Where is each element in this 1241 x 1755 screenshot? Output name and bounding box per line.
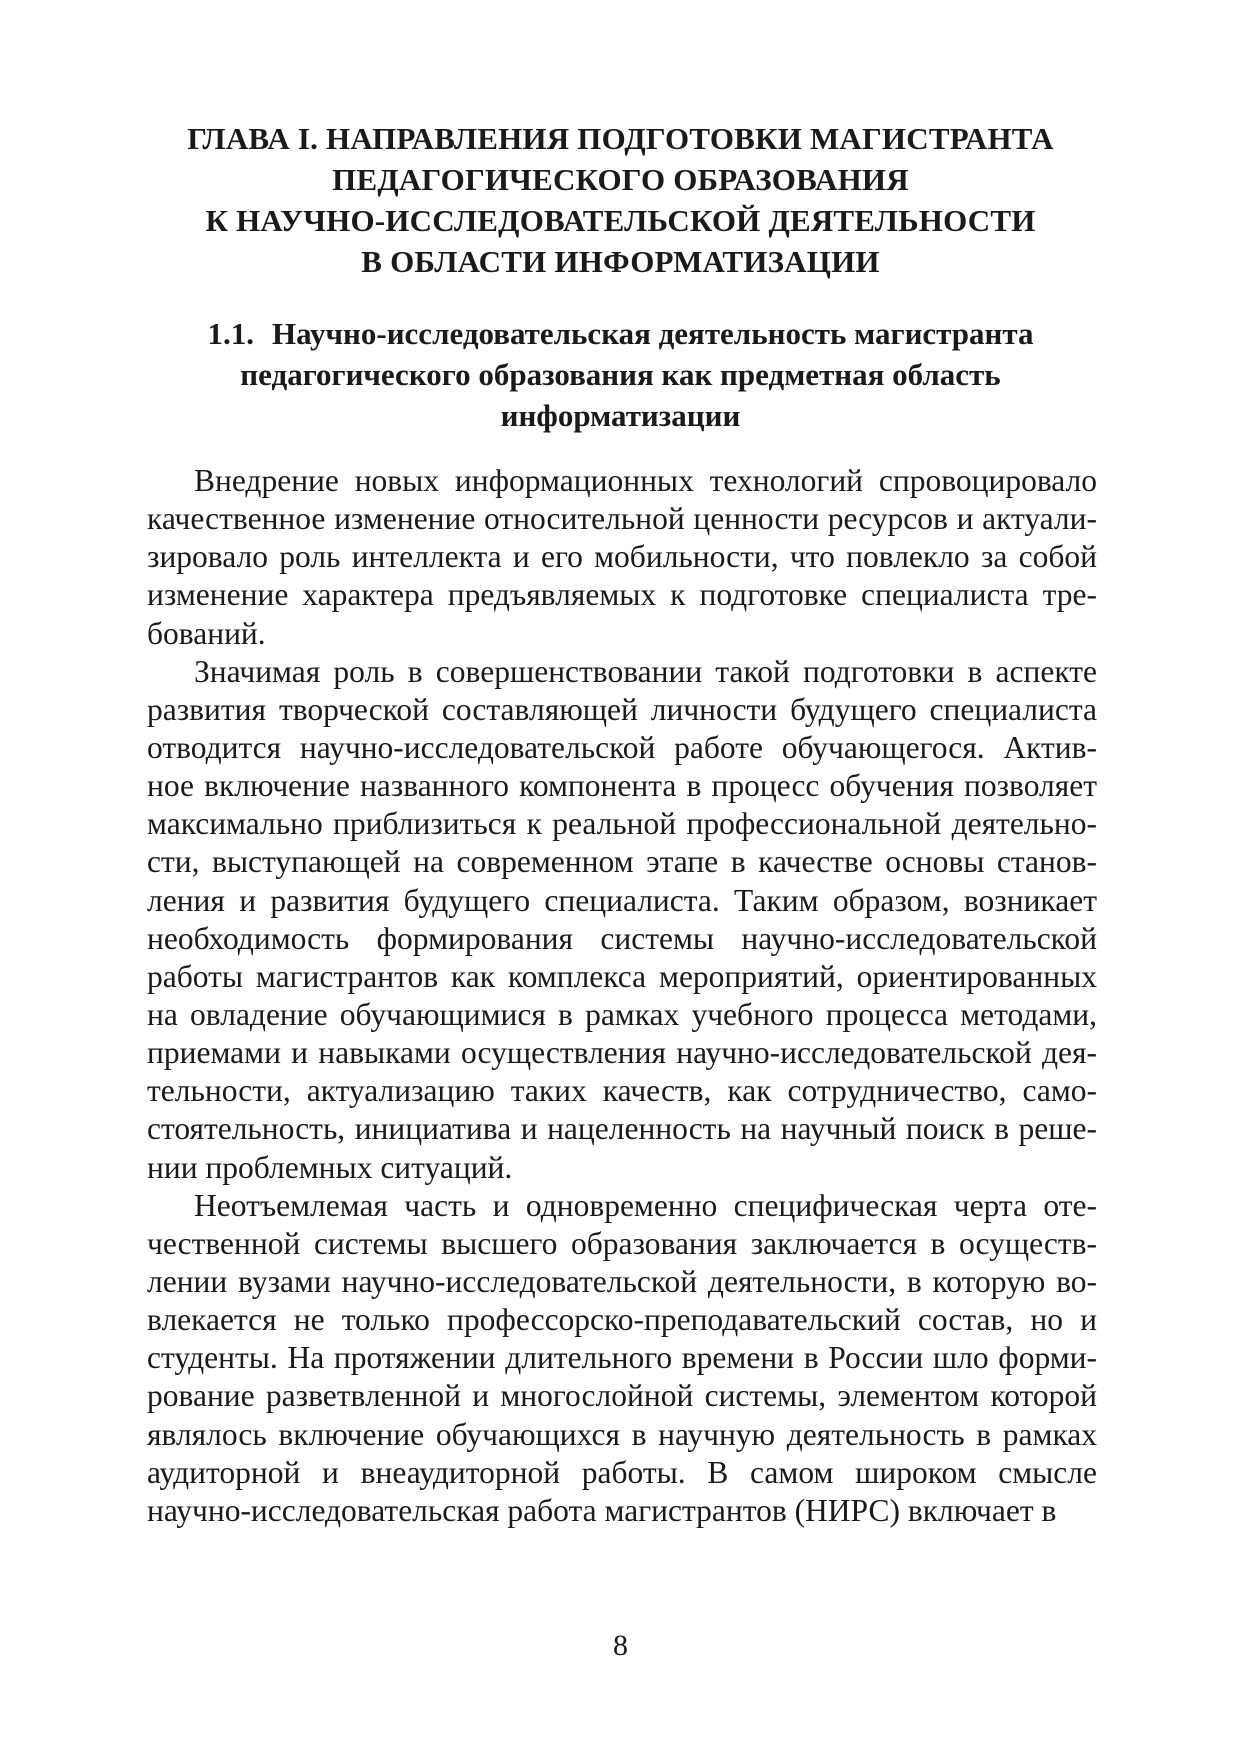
body-text: [147, 462, 1097, 1530]
text-line: качественное изменение относительной ценности ресурсов и актуали-: [147, 501, 1097, 537]
page-number: 8: [613, 1629, 628, 1662]
text-line: научно-исследовательская работа магистрантов (НИРС) включает в: [147, 1492, 1057, 1528]
text-line: аудиторной и внеаудиторной работы. В самом широком смысле: [147, 1454, 1097, 1490]
text-line: тельности, актуализацию таких качеств, как сотрудничество, само-: [147, 1073, 1097, 1109]
text-line: на овладение обучающимися в рамках учебного процесса методами,: [147, 996, 1097, 1032]
chapter-title-line: К НАУЧНО-ИССЛЕДОВАТЕЛЬСКОЙ ДЕЯТЕЛЬНОСТИ: [205, 203, 1036, 238]
paragraph: [147, 653, 1097, 1187]
paragraph: [147, 462, 1097, 653]
text-line: ления и развития будущего специалиста. Таким образом, возникает: [147, 882, 1097, 918]
chapter-title: [150, 118, 1091, 282]
text-line: рование разветвленной и многослойной системы, элементом которой: [147, 1378, 1097, 1414]
section-number: 1.1.: [207, 316, 254, 351]
text-line: сти, выступающей на современном этапе в качестве основы станов-: [147, 844, 1097, 880]
text-line: лении вузами научно-исследовательской деятельности, в которую во-: [147, 1263, 1097, 1299]
section-title: [150, 313, 1091, 436]
text-line: отводится научно-исследовательской работе обучающегося. Актив-: [147, 729, 1097, 765]
text-line: являлось включение обучающихся в научную деятельность в рамках: [147, 1416, 1097, 1452]
chapter-title-line: В ОБЛАСТИ ИНФОРМАТИЗАЦИИ: [361, 244, 880, 279]
section-title-line: информатизации: [500, 398, 741, 433]
text-line: Внедрение новых информационных технологий спровоцировало: [194, 463, 1097, 498]
text-line: приемами и навыками осуществления научно-исследовательской дея-: [147, 1035, 1097, 1071]
text-line: работы магистрантов как комплекса мероприятий, ориентированных: [147, 958, 1097, 994]
text-line: ное включение названного компонента в процесс обучения позволяет: [147, 768, 1097, 804]
text-line: развития творческой составляющей личности будущего специалиста: [147, 691, 1097, 727]
text-line: нии проблемных ситуаций.: [147, 1149, 513, 1185]
section-title-line: [150, 313, 1091, 354]
section-title-line: педагогического образования как предметная область: [240, 357, 1001, 392]
chapter-title-line: ПЕДАГОГИЧЕСКОГО ОБРАЗОВАНИЯ: [332, 162, 909, 197]
paragraph: [147, 1187, 1097, 1530]
text-line: зировало роль интеллекта и его мобильности, что повлекло за собой: [147, 539, 1097, 575]
text-line: бований.: [147, 615, 266, 651]
text-line: изменение характера предъявляемых к подготовке специалиста тре-: [147, 577, 1097, 613]
text-line: чественной системы высшего образования заключается в осуществ-: [147, 1225, 1097, 1261]
text-line: стоятельность, инициатива и нацеленность на научный поиск в реше-: [147, 1111, 1097, 1147]
text-line: студенты. На протяжении длительного времени в России шло форми-: [147, 1340, 1097, 1376]
text-line: влекается не только профессорско-преподавательский состав, но и: [147, 1302, 1097, 1338]
chapter-title-line: ГЛАВА I. НАПРАВЛЕНИЯ ПОДГОТОВКИ МАГИСТРАНТА: [187, 121, 1054, 156]
text-line: максимально приблизиться к реальной профессиональной деятельно-: [147, 806, 1097, 842]
text-line: Значимая роль в совершенствовании такой подготовки в аспекте: [194, 653, 1097, 689]
text-line: необходимость формирования системы научно-исследовательской: [147, 920, 1097, 956]
text-line: Неотъемлемая часть и одновременно специфическая черта оте-: [194, 1187, 1097, 1223]
section-title-text: Научно-исследовательская деятельность магистранта: [271, 316, 1034, 351]
